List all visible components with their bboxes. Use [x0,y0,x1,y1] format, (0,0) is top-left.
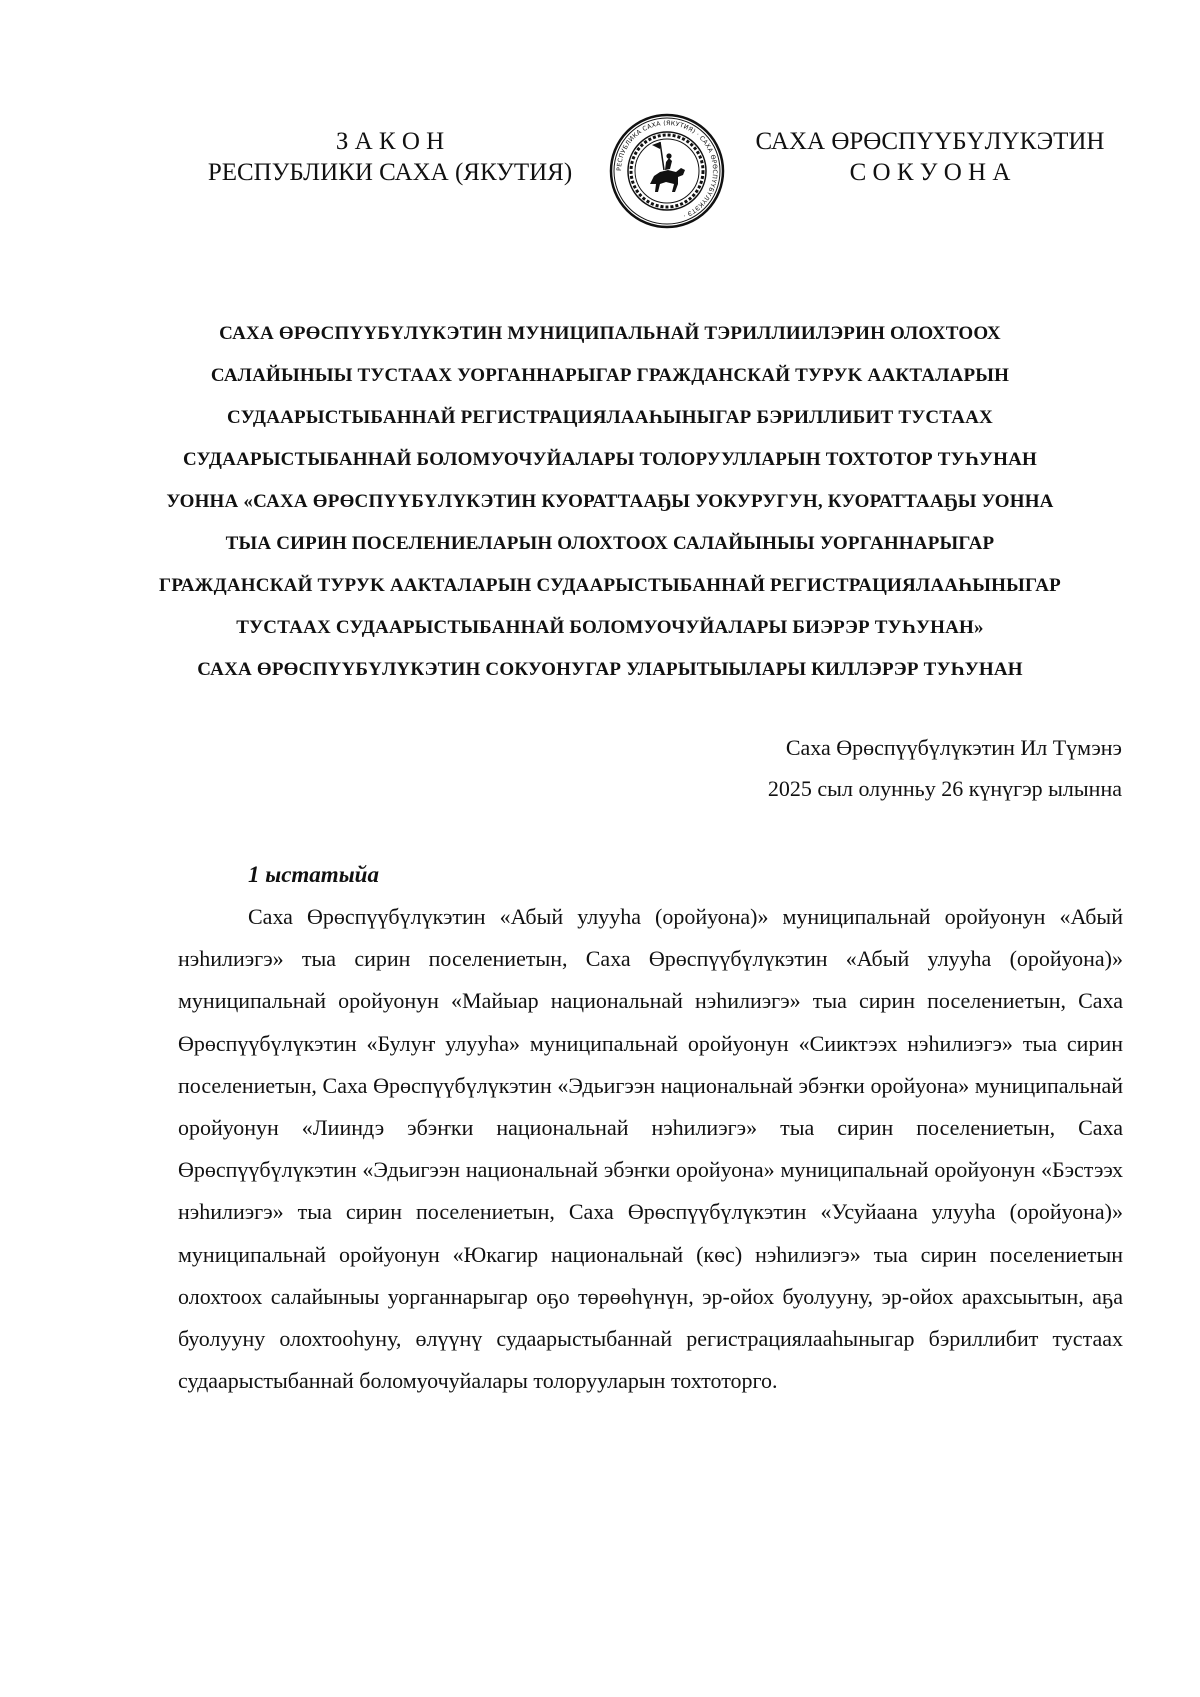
header-russian-title [180,126,600,188]
title-line: СУДААРЫСТЫБАННАЙ РЕГИСТРАЦИЯЛААҺЫНЫГАР БЭРИЛЛИБИТ ТУСТААХ [227,407,993,428]
coat-of-arms-icon [608,112,726,230]
article-text: Саха Өрөспүүбүлүкэтин «Абый улууһа (оройуона)» муниципальнай оройуонун «Абый нэһилиэгэ» тыа сирин поселениетын, Саха Өрөспүүбүлүкэтин «Абый улууһа (оройуона)» муниципальнай оройуонун «Майыар национальнай нэһилиэгэ» тыа сирин поселениетын, Саха Өрөспүүбүлүкэтин «Булуҥ улууһа» муниципальнай оройуонун «Сииктээх нэһилиэгэ» тыа сирин поселениетын, Саха Өрөспүүбүлүкэтин «Эдьигээн национальнай эбэҥки оройуона» муниципальнай оройуонун «Лииндэ эбэҥки национальнай нэһилиэгэ» тыа сирин поселениетын, Саха Өрөспүүбүлүкэтин «Эдьигээн национальнай эбэҥки оройуона» муниципальнай оройуонун «Бэстээх нэһилиэгэ» тыа сирин поселениетын, Саха Өрөспүүбүлүкэтин «Усуйаана улууһа (оройуона)» муниципальнай оройуонун «Юкагир национальнай (кѳс) нэһилиэгэ» тыа сирин поселениетын олохтоох салайыныы уорганнарыгар оҕо төрөөһүнүн, эр-ойох буолууну, эр-ойох арахсыытын, аҕа буолууну олохтооһуну, өлүүнү судаарыстыбаннай регистрациялааһыныгар бэриллибит тустаах судаарыстыбаннай боломуочуйалары толорууларын тохтоторго. [178,904,1123,1394]
header-law-word: З А К О Н [335,128,445,155]
adoption-date: 2025 сыл олунньу 26 күнүгэр ылынна [767,776,1122,801]
adoption-info [768,727,1122,809]
header-republic-name: РЕСПУБЛИКИ САХА (ЯКУТИЯ) [207,159,573,186]
title-line: СУДААРЫСТЫБАННАЙ БОЛОМУОЧУЙАЛАРЫ ТОЛОРУУЛЛАРЫН ТОХТОТОР ТУҺУНАН [183,449,1037,470]
adopting-body: Саха Өрөспүүбүлүкэтин Ил Түмэнэ [785,735,1122,760]
article-heading: 1 ыстатыйа [248,862,379,887]
emblem-ring-text: РЕСПУБЛИКА САХА (ЯКУТИЯ) · САХА ӨРӨСПҮҮБҮЛҮКЭТЭ · [615,119,719,220]
title-line: САХА ӨРӨСПҮҮБҮЛҮКЭТИН СОКУОНУГАР УЛАРЫТЫЫЛАРЫ КИЛЛЭРЭР ТУҺУНАН [197,659,1023,680]
title-line: ТЫА СИРИН ПОСЕЛЕНИЕЛАРЫН ОЛОХТООХ САЛАЙЫНЫЫ УОРГАННАРЫГАР [225,533,995,554]
header-sakha-title [740,126,1120,188]
title-line: САХА ӨРӨСПҮҮБҮЛҮКЭТИН МУНИЦИПАЛЬНАЙ ТЭРИЛЛИИЛЭРИН ОЛОХТООХ [219,323,1001,344]
title-line: САЛАЙЫНЫЫ ТУСТААХ УОРГАННАРЫГАР ГРАЖДАНСКАЙ ТУРУK ААКТАЛАРЫН [210,365,1010,386]
title-line: УОННА «САХА ӨРӨСПҮҮБҮЛҮКЭТИН КУОРАТТААҔЫ УОКУРУГУН, КУОРАТТААҔЫ УОННА [166,491,1054,512]
title-line: ГРАЖДАНСКАЙ ТУРУK ААКТАЛАРЫН СУДААРЫСТЫБАННАЙ РЕГИСТРАЦИЯЛААҺЫНЫГАР [159,575,1061,596]
law-title [150,313,1070,691]
header-republic-name-sakha: САХА ӨРӨСПҮҮБҮЛҮКЭТИН [755,128,1105,155]
title-line: ТУСТААХ СУДААРЫСТЫБАННАЙ БОЛОМУОЧУЙАЛАРЫ БИЭРЭР ТУҺУНАН» [236,617,984,638]
header-law-word-sakha: С О К У О Н А [849,159,1011,186]
